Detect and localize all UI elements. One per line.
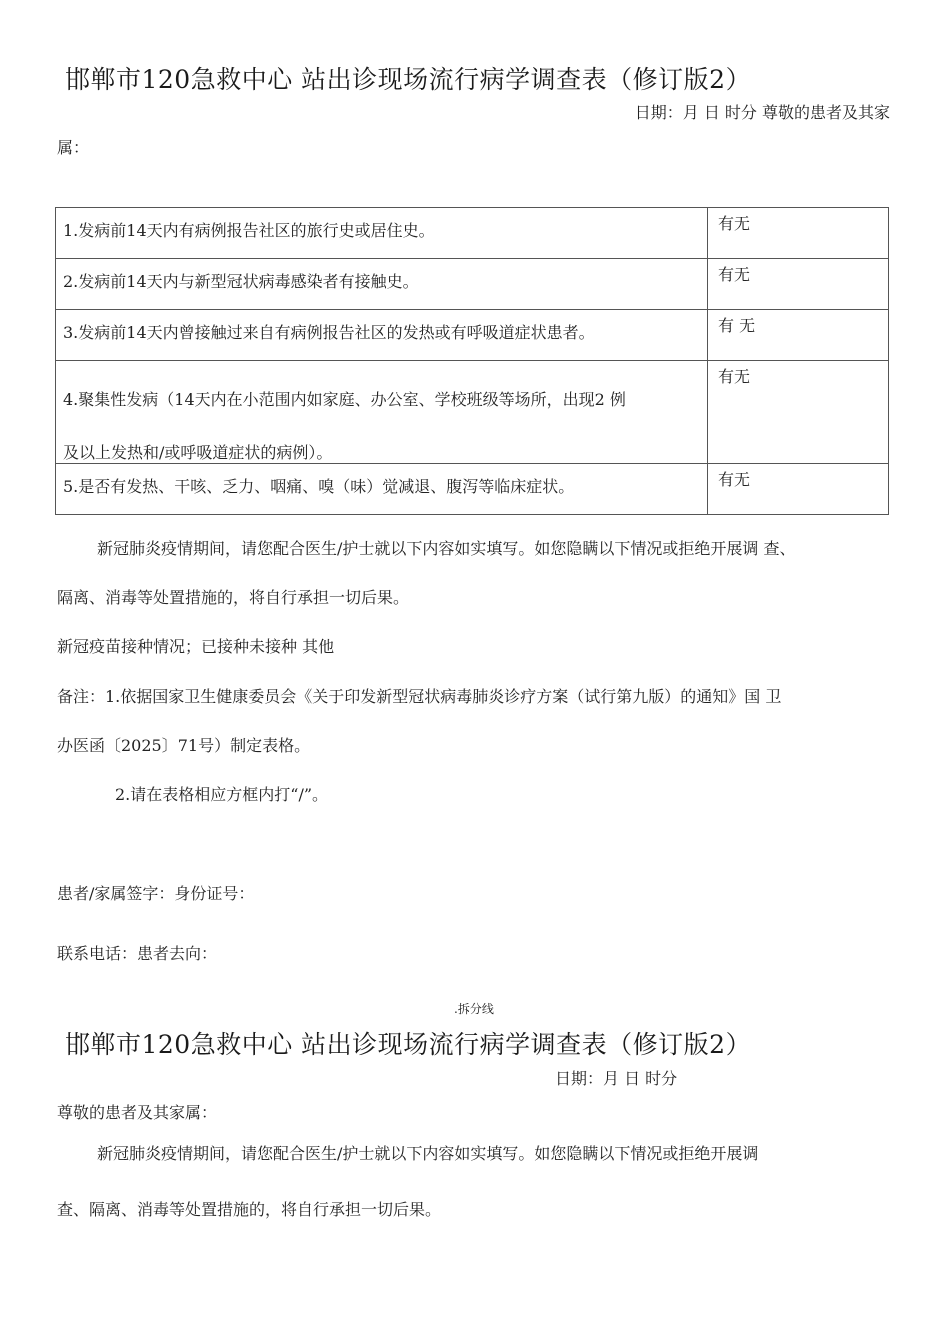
question-text: 5.是否有发热、干咳、乏力、咽痛、嗅（味）觉减退、腹泻等临床症状。	[63, 477, 575, 496]
contact-field[interactable]: 联系电话：患者去向：	[57, 944, 218, 963]
option-cell[interactable]	[708, 310, 889, 361]
question-cell	[56, 259, 708, 310]
form2-title: 邯郸市120急救中心 站出诊现场流行病学调查表（修订版2）	[65, 1030, 752, 1059]
option-cell[interactable]	[708, 464, 889, 515]
table-row	[56, 310, 889, 361]
question-cell	[56, 361, 708, 464]
form2-notice-line2: 查、隔离、消毒等处置措施的，将自行承担一切后果。	[57, 1200, 442, 1219]
form1-date-line: 日期：月 日 时分 尊敬的患者及其家	[634, 103, 890, 122]
option-text: 有无	[718, 265, 751, 284]
question-text-line2: 及以上发热和/或呼吸道症状的病例）。	[63, 443, 333, 462]
signature-field[interactable]: 患者/家属签字：身份证号：	[57, 884, 255, 903]
form2-date-line: 日期：月 日 时分	[555, 1069, 678, 1088]
question-text: 1.发病前14天内有病例报告社区的旅行史或居住史。	[63, 221, 435, 240]
option-text: 有无	[718, 214, 751, 233]
option-text: 有无	[718, 470, 751, 489]
option-text: 有无	[718, 367, 751, 386]
form1-title: 邯郸市120急救中心 站出诊现场流行病学调查表（修订版2）	[65, 65, 752, 94]
vaccine-status: 新冠疫苗接种情况；已接种未接种 其他	[57, 637, 335, 656]
survey-table	[55, 207, 889, 515]
form1-salutation-cont: 属：	[57, 138, 90, 157]
question-cell	[56, 208, 708, 259]
form2-salutation: 尊敬的患者及其家属：	[57, 1103, 218, 1122]
option-cell[interactable]	[708, 208, 889, 259]
form1-notice-line1: 新冠肺炎疫情期间，请您配合医生/护士就以下内容如实填写。如您隐瞒以下情况或拒绝开展调 查、	[97, 539, 796, 558]
option-cell[interactable]	[708, 259, 889, 310]
divider-label: .拆分线	[454, 1002, 494, 1016]
form1-notice-line2: 隔离、消毒等处置措施的，将自行承担一切后果。	[57, 588, 410, 607]
table-row	[56, 464, 889, 515]
question-text: 2.发病前14天内与新型冠状病毒感染者有接触史。	[63, 272, 419, 291]
question-text: 4.聚集性发病（14天内在小范围内如家庭、办公室、学校班级等场所，出现2 例	[63, 390, 626, 409]
table-row	[56, 361, 889, 464]
remark-line1: 备注：1.依据国家卫生健康委员会《关于印发新型冠状病毒肺炎诊疗方案（试行第九版）的通知》国 卫	[57, 687, 782, 706]
remark-line3: 2.请在表格相应方框内打“/”。	[115, 785, 329, 804]
question-text: 3.发病前14天内曾接触过来自有病例报告社区的发热或有呼吸道症状患者。	[63, 323, 595, 342]
question-cell	[56, 464, 708, 515]
question-cell	[56, 310, 708, 361]
option-cell[interactable]	[708, 361, 889, 464]
table-row	[56, 208, 889, 259]
form2-notice-line1: 新冠肺炎疫情期间，请您配合医生/护士就以下内容如实填写。如您隐瞒以下情况或拒绝开展调	[97, 1144, 759, 1163]
table-row	[56, 259, 889, 310]
option-text: 有 无	[718, 316, 756, 335]
remark-line2: 办医函〔2025〕71号）制定表格。	[57, 736, 311, 755]
